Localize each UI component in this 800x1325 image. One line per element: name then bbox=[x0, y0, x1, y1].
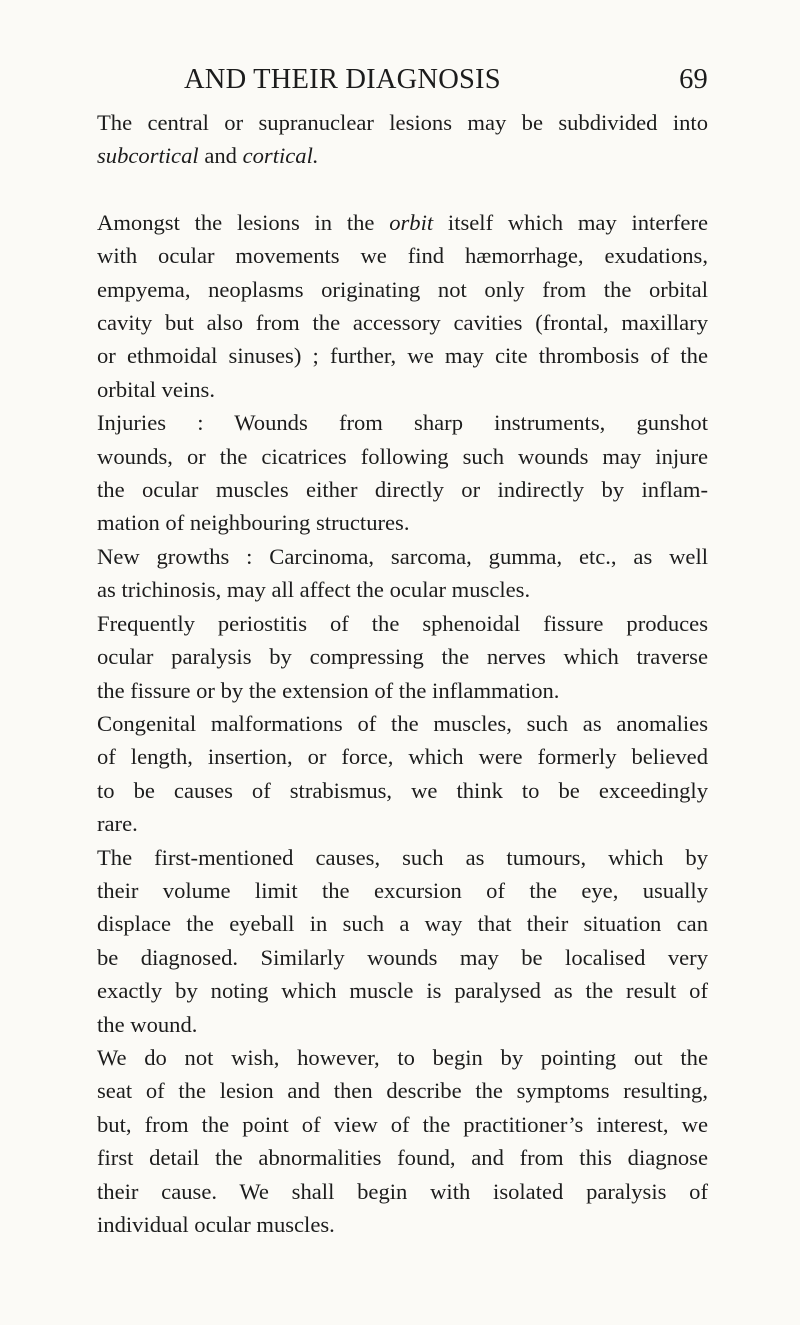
paragraph-4 bbox=[97, 540, 708, 607]
text-line: the fissure or by the extension of the inflammation. bbox=[97, 677, 560, 703]
paragraph-2 bbox=[97, 206, 708, 406]
text-line: to be causes of strabismus, we think to be exceedingly bbox=[97, 777, 708, 803]
text-line: The first-mentioned causes, such as tumours, which by bbox=[97, 844, 708, 870]
paragraph-8 bbox=[97, 1041, 708, 1241]
italic-term: orbit bbox=[389, 209, 434, 235]
text-line: but, from the point of view of the practitioner’s interest, we bbox=[97, 1111, 708, 1137]
text-line: of length, insertion, or force, which were formerly believed bbox=[97, 744, 708, 770]
paragraph-7 bbox=[97, 841, 708, 1041]
text-span: and bbox=[198, 143, 243, 169]
text-line: orbital veins. bbox=[97, 376, 215, 402]
text-line: empyema, neoplasms originating not only from the orbital bbox=[97, 276, 708, 302]
text-line: rare. bbox=[97, 811, 138, 837]
italic-term: subcortical bbox=[97, 143, 199, 169]
paragraph-3 bbox=[97, 406, 708, 540]
body-text bbox=[97, 106, 708, 1241]
text-line: mation of neighbouring structures. bbox=[97, 510, 410, 536]
text-line: or ethmoidal sinuses) ; further, we may cite thrombosis of the bbox=[97, 343, 708, 369]
text-line: displace the eyeball in such a way that their situation can bbox=[97, 911, 708, 937]
paragraph-5 bbox=[97, 607, 708, 707]
text-line: as trichinosis, may all affect the ocular muscles. bbox=[97, 577, 531, 603]
page-number: 69 bbox=[679, 64, 708, 95]
text-line bbox=[97, 139, 708, 172]
text-line: first detail the abnormalities found, and from this diagnose bbox=[97, 1145, 708, 1171]
paragraph-1 bbox=[97, 106, 708, 173]
paragraph-6 bbox=[97, 707, 708, 841]
text-line: individual ocular muscles. bbox=[97, 1212, 335, 1237]
running-title: AND THEIR DIAGNOSIS bbox=[184, 64, 501, 95]
text-line: Frequently periostitis of the sphenoidal fissure produces bbox=[97, 610, 708, 636]
text-line: The central or supranuclear lesions may be subdivided into bbox=[97, 110, 708, 135]
text-line: the ocular muscles either directly or indirectly by inflam- bbox=[97, 477, 708, 503]
text-line: be diagnosed. Similarly wounds may be localised very bbox=[97, 944, 708, 970]
text-line: New growths : Carcinoma, sarcoma, gumma, etc., as well bbox=[97, 543, 708, 569]
text-line bbox=[97, 206, 708, 239]
text-line: cavity but also from the accessory cavities (frontal, maxillary bbox=[97, 310, 708, 336]
text-line: their volume limit the excursion of the eye, usually bbox=[97, 877, 708, 903]
text-line: We do not wish, however, to begin by pointing out the bbox=[97, 1044, 708, 1070]
text-line: wounds, or the cicatrices following such wounds may injure bbox=[97, 443, 708, 469]
running-header bbox=[184, 60, 708, 100]
italic-term: cortical. bbox=[242, 143, 319, 169]
text-line: the wound. bbox=[97, 1011, 198, 1037]
text-line: their cause. We shall begin with isolated paralysis of bbox=[97, 1178, 708, 1204]
text-line: Injuries : Wounds from sharp instruments, gunshot bbox=[97, 410, 708, 436]
text-span: itself which may interfere bbox=[433, 209, 708, 235]
text-span: Amongst the lesions in the bbox=[97, 209, 390, 235]
text-line: seat of the lesion and then describe the symptoms resulting, bbox=[97, 1078, 708, 1104]
text-line: Congenital malformations of the muscles, such as anomalies bbox=[97, 710, 708, 736]
text-line: ocular paralysis by compressing the nerves which traverse bbox=[97, 644, 708, 670]
text-line: exactly by noting which muscle is paralysed as the result of bbox=[97, 978, 708, 1004]
text-line: with ocular movements we find hæmorrhage, exudations, bbox=[97, 243, 708, 269]
